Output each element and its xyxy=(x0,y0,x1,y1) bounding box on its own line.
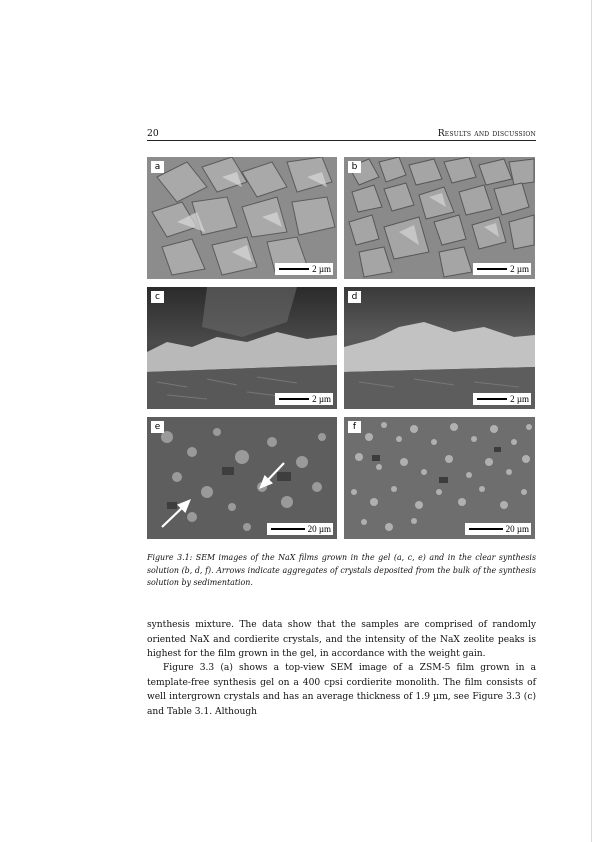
sem-panel-e xyxy=(147,417,337,539)
scale-bar-line xyxy=(477,268,507,270)
scale-bar-line xyxy=(279,268,309,270)
sem-panel-a xyxy=(147,157,337,279)
section-title: Results and discussion xyxy=(437,128,536,139)
sem-image-f xyxy=(344,417,535,539)
scale-bar xyxy=(275,263,333,275)
page-edge xyxy=(591,0,592,842)
scale-bar-label: 2 µm xyxy=(312,264,331,274)
body-paragraph-2: Figure 3.3 (a) shows a top-view SEM image of a ZSM-5 film grown in a template-free synthesis gel on a 400 cpsi cordierite monolith. The film consists of well intergrown crystals and has an average thickness of 1.9 µm, see Figure 3.3 (c) and Table 3.1. Although xyxy=(147,663,536,717)
header-rule xyxy=(147,140,536,141)
panel-label: c xyxy=(151,291,164,303)
scale-bar-line xyxy=(271,528,305,530)
scale-bar-line xyxy=(477,398,507,400)
scale-bar-label: 2 µm xyxy=(510,394,529,404)
page-number: 20 xyxy=(147,128,159,139)
scale-bar xyxy=(267,523,333,535)
body-paragraph-1: synthesis mixture. The data show that the samples are comprised of randomly oriented NaX and cordierite crystals, and the intensity of the NaX zeolite peaks is highest for the film grown in the gel, in accordance with the weight gain. xyxy=(147,620,536,659)
scale-bar xyxy=(473,393,531,405)
sem-panel-b xyxy=(344,157,535,279)
sem-panel-c xyxy=(147,287,337,409)
scale-bar-line xyxy=(469,528,503,530)
sem-panel-d xyxy=(344,287,535,409)
panel-label: b xyxy=(348,161,361,173)
figure-caption: Figure 3.1: SEM images of the NaX films grown in the gel (a, c, e) and in the clear synthesis solution (b, d, f). Arrows indicate aggregates of crystals deposited from the bulk of the synthesis solution by sedimentation. xyxy=(147,553,536,587)
arrows-overlay xyxy=(147,417,337,539)
sem-image-d xyxy=(344,287,535,409)
sem-panel-f xyxy=(344,417,535,539)
scale-bar-label: 2 µm xyxy=(312,394,331,404)
panel-label: a xyxy=(151,161,164,173)
panel-label: e xyxy=(151,421,164,433)
scale-bar xyxy=(465,523,531,535)
sem-image-a xyxy=(147,157,337,279)
panel-label: f xyxy=(348,421,361,433)
scale-bar xyxy=(473,263,531,275)
scale-bar-line xyxy=(279,398,309,400)
running-head xyxy=(147,127,536,141)
scale-bar-label: 20 µm xyxy=(505,524,529,534)
sem-image-c xyxy=(147,287,337,409)
scale-bar-label: 2 µm xyxy=(510,264,529,274)
scale-bar xyxy=(275,393,333,405)
scale-bar-label: 20 µm xyxy=(307,524,331,534)
sem-image-b xyxy=(344,157,535,279)
panel-label: d xyxy=(348,291,361,303)
